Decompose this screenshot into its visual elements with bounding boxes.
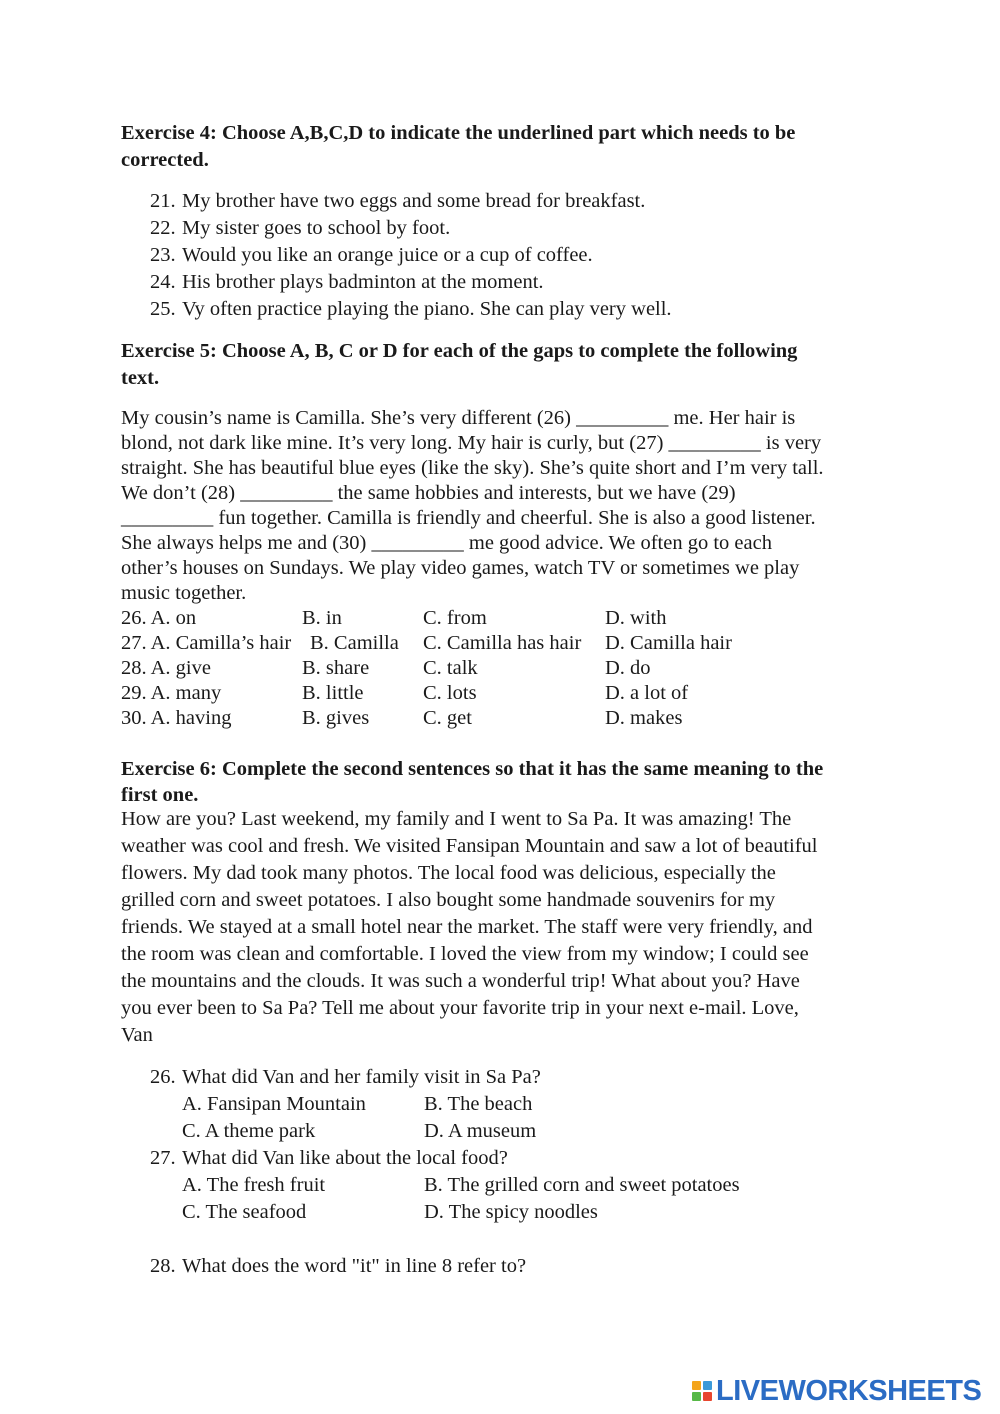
passage-line: grilled corn and sweet potatoes. I also bought some handmade souvenirs for my: [121, 889, 776, 911]
item-number: 22.: [150, 217, 176, 239]
passage-line: blond, not dark like mine. It’s very long. My hair is curly, but (27) _________ is very: [121, 432, 822, 454]
option-a: 26. A. on: [121, 607, 197, 629]
option-a: A. The fresh fruit: [182, 1174, 326, 1196]
option-b: B. little: [302, 682, 364, 704]
option-c: C. lots: [423, 682, 477, 704]
option-d: D. The spicy noodles: [424, 1201, 598, 1223]
passage-line: flowers. My dad took many photos. The local food was delicious, especially the: [121, 862, 776, 884]
option-c: C. Camilla has hair: [423, 632, 582, 654]
option-b: B. Camilla: [310, 632, 399, 654]
exercise-6-title-line2: first one.: [121, 784, 199, 806]
option-d: D. A museum: [424, 1120, 537, 1142]
exercise-5-title-line1: Exercise 5: Choose A, B, C or D for each of the gaps to complete the following: [121, 340, 798, 362]
item-number: 23.: [150, 244, 176, 266]
option-d: D. makes: [605, 707, 683, 729]
question-text: What does the word "it" in line 8 refer to?: [182, 1255, 527, 1277]
liveworksheets-logo[interactable]: [692, 1376, 981, 1406]
passage-line: She always helps me and (30) _________ me good advice. We often go to each: [121, 532, 772, 554]
passage-line: the room was clean and comfortable. I loved the view from my window; I could see: [121, 943, 809, 965]
exercise-5-title-line2: text.: [121, 367, 160, 389]
option-b: B. The grilled corn and sweet potatoes: [424, 1174, 740, 1196]
logo-square: [692, 1392, 701, 1401]
passage-line: you ever been to Sa Pa? Tell me about your favorite trip in your next e-mail. Love,: [121, 997, 799, 1019]
passage-line: music together.: [121, 582, 247, 604]
passage-line: other’s houses on Sundays. We play video games, watch TV or sometimes we play: [121, 557, 800, 579]
exercise-4-title-line2: corrected.: [121, 149, 209, 171]
option-a: A. Fansipan Mountain: [182, 1093, 366, 1115]
option-d: D. Camilla hair: [605, 632, 732, 654]
passage-line: We don’t (28) _________ the same hobbies and interests, but we have (29): [121, 482, 736, 504]
option-a: 27. A. Camilla’s hair: [121, 632, 292, 654]
passage-line: Van: [121, 1024, 153, 1046]
logo-text: LIVEWORKSHEETS: [716, 1374, 982, 1407]
passage-line: straight. She has beautiful blue eyes (like the sky). She’s quite short and I’m very tall.: [121, 457, 824, 479]
option-c: C. The seafood: [182, 1201, 307, 1223]
logo-grid-icon: [692, 1381, 712, 1401]
item-text: My sister goes to school by foot.: [182, 217, 451, 239]
logo-square: [703, 1392, 712, 1401]
passage-line: _________ fun together. Camilla is friendly and cheerful. She is also a good listener.: [121, 507, 816, 529]
passage-line: the mountains and the clouds. It was such a wonderful trip! What about you? Have: [121, 970, 800, 992]
question-number: 26.: [150, 1066, 176, 1088]
option-b: B. in: [302, 607, 342, 629]
option-a: 28. A. give: [121, 657, 211, 679]
option-a: 30. A. having: [121, 707, 232, 729]
question-number: 27.: [150, 1147, 176, 1169]
item-text: Vy often practice playing the piano. She can play very well.: [182, 298, 672, 320]
item-number: 24.: [150, 271, 176, 293]
option-c: C. A theme park: [182, 1120, 316, 1142]
passage-line: How are you? Last weekend, my family and I went to Sa Pa. It was amazing! The: [121, 808, 792, 830]
question-number: 28.: [150, 1255, 176, 1277]
item-text: His brother plays badminton at the moment.: [182, 271, 544, 293]
option-b: B. gives: [302, 707, 370, 729]
option-d: D. with: [605, 607, 667, 629]
passage-line: friends. We stayed at a small hotel near the market. The staff were very friendly, and: [121, 916, 813, 938]
option-b: B. The beach: [424, 1093, 533, 1115]
option-d: D. a lot of: [605, 682, 689, 704]
passage-line: My cousin’s name is Camilla. She’s very different (26) _________ me. Her hair is: [121, 407, 796, 429]
item-text: My brother have two eggs and some bread for breakfast.: [182, 190, 646, 212]
option-b: B. share: [302, 657, 370, 679]
item-number: 25.: [150, 298, 176, 320]
question-text: What did Van like about the local food?: [182, 1147, 508, 1169]
exercise-4-title-line1: Exercise 4: Choose A,B,C,D to indicate the underlined part which needs to be: [121, 122, 796, 144]
option-c: C. from: [423, 607, 487, 629]
option-c: C. talk: [423, 657, 478, 679]
option-d: D. do: [605, 657, 651, 679]
option-c: C. get: [423, 707, 472, 729]
question-text: What did Van and her family visit in Sa Pa?: [182, 1066, 541, 1088]
passage-line: weather was cool and fresh. We visited Fansipan Mountain and saw a lot of beautiful: [121, 835, 818, 857]
logo-square: [692, 1381, 701, 1390]
logo-square: [703, 1381, 712, 1390]
option-a: 29. A. many: [121, 682, 222, 704]
item-text: Would you like an orange juice or a cup of coffee.: [182, 244, 593, 266]
item-number: 21.: [150, 190, 176, 212]
exercise-6-title-line1: Exercise 6: Complete the second sentences so that it has the same meaning to the: [121, 758, 824, 780]
